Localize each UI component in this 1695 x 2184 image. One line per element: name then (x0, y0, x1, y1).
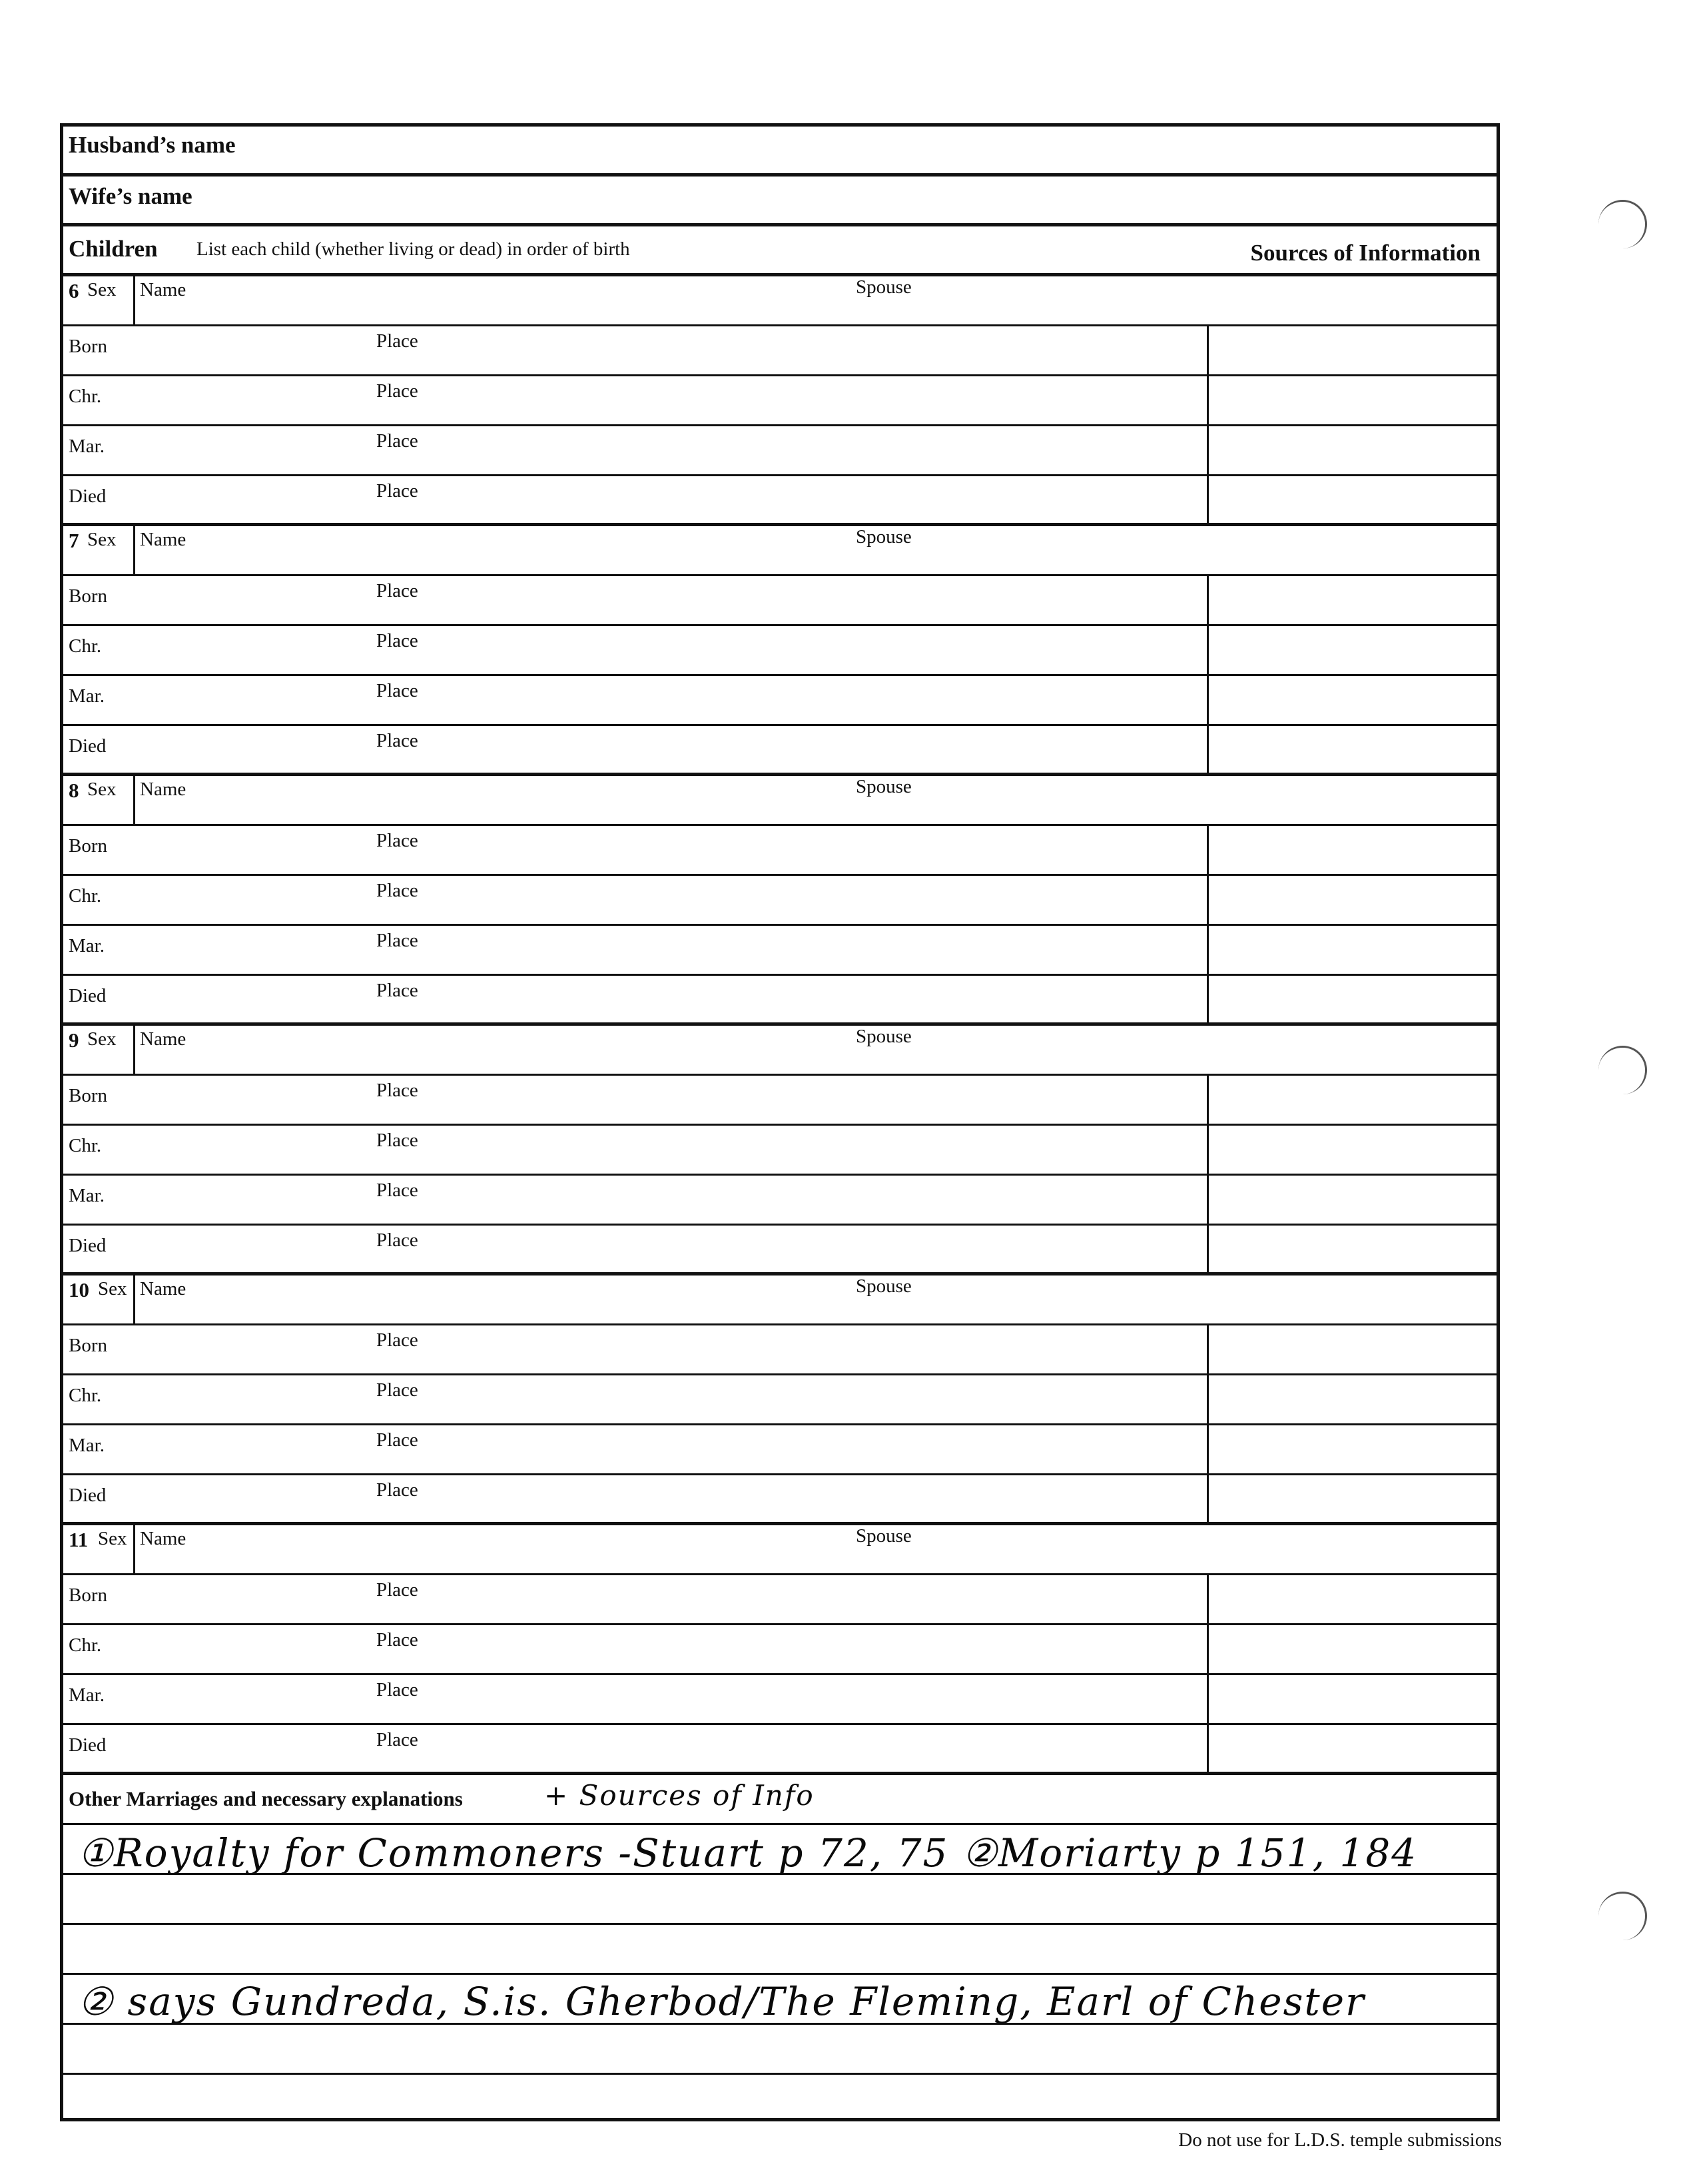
child-11-event-row (63, 1575, 1497, 1625)
place-label: Place (376, 730, 418, 751)
event-label: Mar. (69, 1684, 105, 1706)
place-label: Place (376, 830, 418, 851)
child-10-event-row (63, 1475, 1497, 1525)
handwritten-note-1: ①Royalty for Commoners -Stuart p 72, 75 ②Moriarty p 151, 184 (78, 1830, 1418, 1876)
event-label: Mar. (69, 935, 105, 956)
sources-divider (1207, 626, 1209, 676)
place-label: Place (376, 930, 418, 951)
binder-hole-mark (1598, 200, 1647, 248)
child-9-event-row (63, 1226, 1497, 1275)
event-label: Mar. (69, 1185, 105, 1206)
place-label: Place (376, 1230, 418, 1251)
child-9-event-row (63, 1076, 1497, 1126)
place-label: Place (376, 1479, 418, 1501)
child-10-event-row (63, 1325, 1497, 1375)
child-10-name-row (63, 1275, 1497, 1325)
sex-label: Sex (87, 279, 117, 300)
note-line (63, 1825, 1497, 1875)
note-line (63, 2025, 1497, 2075)
name-label: Name (140, 529, 186, 550)
child-6-event-row (63, 426, 1497, 476)
sources-divider (1207, 426, 1209, 476)
child-number: 9 (69, 1028, 79, 1052)
place-label: Place (376, 1379, 418, 1401)
sex-label: Sex (87, 1028, 117, 1050)
handwritten-note-2: ② says Gundreda, S.is. Gherbod/The Fleming, Earl of Chester (78, 1979, 1365, 2024)
sources-divider (1207, 326, 1209, 376)
footer-note: Do not use for L.D.S. temple submissions (1178, 2129, 1502, 2151)
sources-divider (1207, 876, 1209, 926)
binder-hole-mark (1598, 1892, 1647, 1940)
event-label: Born (69, 1585, 107, 1606)
child-7-event-row (63, 626, 1497, 676)
sex-label: Sex (87, 779, 117, 800)
child-7-event-row (63, 676, 1497, 726)
place-label: Place (376, 1329, 418, 1351)
sources-divider (1207, 676, 1209, 726)
spouse-label: Spouse (856, 526, 912, 547)
note-line (63, 1975, 1497, 2025)
child-8-name-row (63, 776, 1497, 826)
sources-label: Sources of Information (1250, 240, 1481, 266)
event-label: Chr. (69, 1135, 102, 1156)
event-label: Mar. (69, 1435, 105, 1456)
sources-divider (1207, 726, 1209, 776)
event-label: Born (69, 835, 107, 857)
event-label: Died (69, 1235, 107, 1256)
sources-divider (1207, 476, 1209, 526)
child-6-event-row (63, 376, 1497, 426)
place-label: Place (376, 880, 418, 901)
sex-label: Sex (98, 1278, 127, 1299)
child-7-name-row (63, 526, 1497, 576)
sources-divider (1207, 1176, 1209, 1226)
child-6-event-row (63, 326, 1497, 376)
child-9-name-row (63, 1026, 1497, 1076)
sources-divider (1207, 1375, 1209, 1425)
event-label: Born (69, 1085, 107, 1106)
place-label: Place (376, 1429, 418, 1451)
child-11-event-row (63, 1675, 1497, 1725)
child-6-event-row (63, 476, 1497, 526)
sources-divider (1207, 1325, 1209, 1375)
place-label: Place (376, 1180, 418, 1201)
child-10-event-row (63, 1425, 1497, 1475)
child-number: 8 (69, 779, 79, 802)
sex-divider (133, 276, 135, 324)
sex-divider (133, 776, 135, 824)
husband-row (63, 127, 1497, 177)
child-8-event-row (63, 826, 1497, 876)
sources-divider (1207, 1725, 1209, 1775)
place-label: Place (376, 330, 418, 352)
husband-label: Husband’s name (69, 132, 236, 158)
child-8-event-row (63, 976, 1497, 1026)
name-label: Name (140, 1028, 186, 1050)
sex-divider (133, 1275, 135, 1323)
place-label: Place (376, 380, 418, 402)
event-label: Born (69, 585, 107, 607)
sources-divider (1207, 1126, 1209, 1176)
place-label: Place (376, 480, 418, 502)
place-label: Place (376, 1629, 418, 1650)
sources-divider (1207, 576, 1209, 626)
sex-divider (133, 1525, 135, 1573)
sex-label: Sex (87, 529, 117, 550)
sources-divider (1207, 826, 1209, 876)
note-line (63, 1925, 1497, 1975)
child-8-event-row (63, 876, 1497, 926)
event-label: Chr. (69, 386, 102, 407)
place-label: Place (376, 980, 418, 1001)
child-11-name-row (63, 1525, 1497, 1575)
family-group-form (60, 123, 1500, 2121)
sex-divider (133, 526, 135, 574)
sex-divider (133, 1026, 135, 1074)
name-label: Name (140, 1278, 186, 1299)
sources-divider (1207, 1475, 1209, 1525)
sources-divider (1207, 1625, 1209, 1675)
other-marriages-header-row (63, 1775, 1497, 1825)
name-label: Name (140, 779, 186, 800)
other-marriages-label: Other Marriages and necessary explanations (69, 1787, 463, 1810)
place-label: Place (376, 680, 418, 701)
sources-divider (1207, 926, 1209, 976)
note-line (63, 1875, 1497, 1925)
children-instructions: List each child (whether living or dead) in order of birth (196, 238, 630, 260)
sources-divider (1207, 1076, 1209, 1126)
binder-hole-mark (1598, 1046, 1647, 1094)
wife-label: Wife’s name (69, 183, 192, 209)
child-number: 6 (69, 279, 79, 302)
event-label: Died (69, 1485, 107, 1506)
child-6-name-row (63, 276, 1497, 326)
spouse-label: Spouse (856, 1525, 912, 1547)
event-label: Born (69, 1335, 107, 1356)
children-header-row (63, 226, 1497, 276)
spouse-label: Spouse (856, 776, 912, 797)
event-label: Died (69, 486, 107, 507)
sources-divider (1207, 376, 1209, 426)
event-label: Died (69, 1734, 107, 1756)
sources-divider (1207, 1226, 1209, 1275)
place-label: Place (376, 1729, 418, 1750)
wife-row (63, 177, 1497, 226)
event-label: Chr. (69, 885, 102, 907)
name-label: Name (140, 279, 186, 300)
child-10-event-row (63, 1375, 1497, 1425)
place-label: Place (376, 430, 418, 452)
place-label: Place (376, 580, 418, 601)
sources-divider (1207, 1575, 1209, 1625)
name-label: Name (140, 1528, 186, 1549)
sources-handwritten-heading: + Sources of Info (544, 1779, 815, 1812)
child-9-event-row (63, 1126, 1497, 1176)
place-label: Place (376, 1579, 418, 1601)
event-label: Chr. (69, 1635, 102, 1656)
event-label: Mar. (69, 436, 105, 457)
child-number: 7 (69, 529, 79, 552)
event-label: Mar. (69, 685, 105, 707)
spouse-label: Spouse (856, 1275, 912, 1297)
event-label: Chr. (69, 635, 102, 657)
event-label: Died (69, 985, 107, 1006)
event-label: Born (69, 336, 107, 357)
place-label: Place (376, 630, 418, 651)
child-9-event-row (63, 1176, 1497, 1226)
child-7-event-row (63, 576, 1497, 626)
child-11-event-row (63, 1725, 1497, 1775)
child-number: 11 (69, 1528, 89, 1551)
place-label: Place (376, 1679, 418, 1700)
spouse-label: Spouse (856, 276, 912, 298)
event-label: Died (69, 735, 107, 757)
child-7-event-row (63, 726, 1497, 776)
place-label: Place (376, 1080, 418, 1101)
sources-divider (1207, 976, 1209, 1026)
child-11-event-row (63, 1625, 1497, 1675)
sources-divider (1207, 1425, 1209, 1475)
sex-label: Sex (98, 1528, 127, 1549)
event-label: Chr. (69, 1385, 102, 1406)
sources-divider (1207, 1675, 1209, 1725)
child-number: 10 (69, 1278, 89, 1301)
child-8-event-row (63, 926, 1497, 976)
children-label: Children (69, 236, 158, 262)
place-label: Place (376, 1130, 418, 1151)
spouse-label: Spouse (856, 1026, 912, 1047)
